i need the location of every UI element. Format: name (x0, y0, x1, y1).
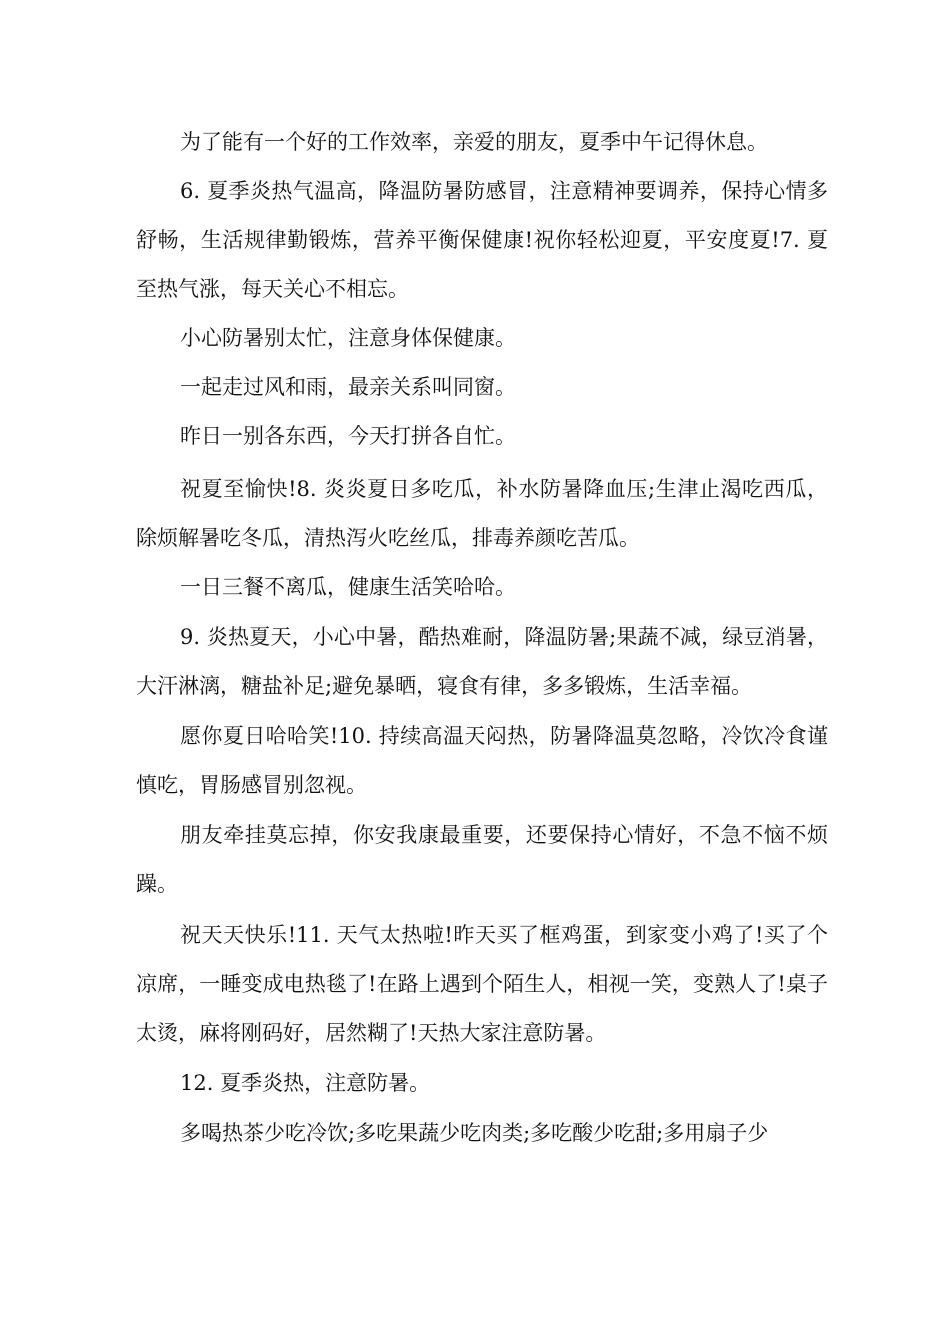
paragraph-11: 祝天天快乐!11. 天气太热啦!昨天买了框鸡蛋，到家变小鸡了!买了个凉席，一睡变成电热毯了!在路上遇到个陌生人，相视一笑，变熟人了!桌子太烫，麻将刚码好，居然糊了!天热大家注意防暑。 (136, 923, 828, 1045)
paragraph-12: 12. 夏季炎热，注意防暑。 (180, 1071, 431, 1095)
paragraph-1: 为了能有一个好的工作效率，亲爱的朋友，夏季中午记得休息。 (180, 130, 768, 154)
paragraph-7: 一日三餐不离瓜，健康生活笑哈哈。 (180, 575, 516, 599)
paragraph-2: 6. 夏季炎热气温高，降温防暑防感冒，注意精神要调养，保持心情多舒畅，生活规律勤锻炼，营养平衡保健康!祝你轻松迎夏，平安度夏!7. 夏至热气涨，每天关心不相忘。 (136, 179, 828, 301)
paragraph-6: 祝夏至愉快!8. 炎炎夏日多吃瓜，补水防暑降血压;生津止渴吃西瓜，除烦解暑吃冬瓜，清热泻火吃丝瓜，排毒养颜吃苦瓜。 (136, 477, 828, 550)
paragraph-3: 小心防暑别太忙，注意身体保健康。 (180, 326, 516, 350)
paragraph-4: 一起走过风和雨，最亲关系叫同窗。 (180, 375, 516, 399)
paragraph-10: 朋友牵挂莫忘掉，你安我康最重要，还要保持心情好，不急不恼不烦躁。 (136, 823, 828, 896)
paragraph-13: 多喝热茶少吃冷饮;多吃果蔬少吃肉类;多吃酸少吃甜;多用扇子少 (180, 1121, 769, 1145)
paragraph-9: 愿你夏日哈哈笑!10. 持续高温天闷热，防暑降温莫忽略，冷饮冷食谨慎吃，胃肠感冒别忽视。 (136, 724, 828, 797)
paragraph-8: 9. 炎热夏天，小心中暑，酷热难耐，降温防暑;果蔬不减，绿豆消暑，大汗淋漓，糖盐补足;避免暴晒，寝食有律，多多锻炼，生活幸福。 (136, 625, 828, 698)
paragraph-5: 昨日一别各东西，今天打拼各自忙。 (180, 424, 516, 448)
